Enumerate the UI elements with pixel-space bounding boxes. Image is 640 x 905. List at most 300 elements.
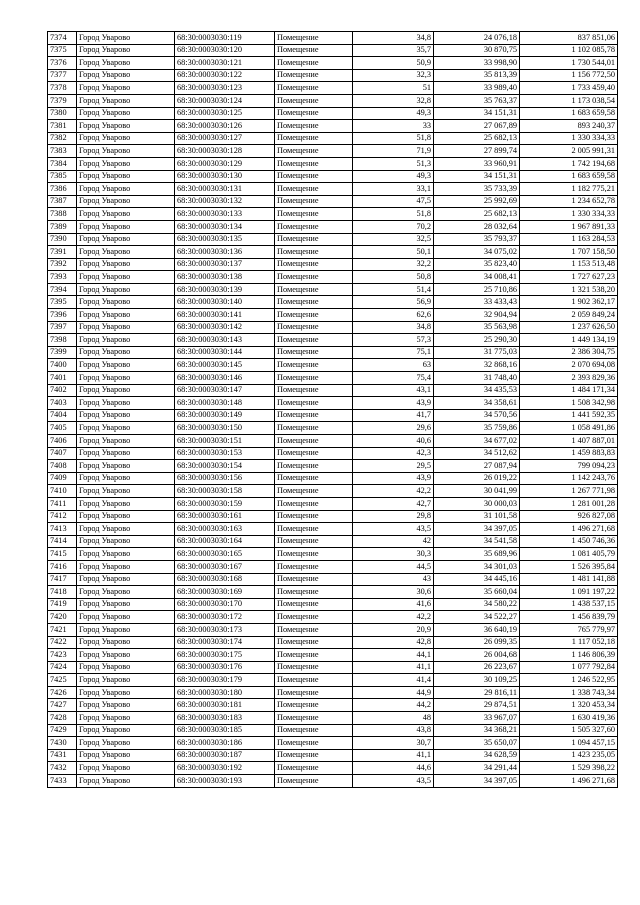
locality-cell: Город Уварово (77, 82, 175, 95)
table-row (48, 535, 618, 548)
area-cell: 50,9 (353, 57, 434, 70)
cadastral-number-cell: 68:30:0003030:150 (175, 422, 275, 435)
unit-value-cell: 31 748,40 (434, 372, 520, 385)
cadastral-number-cell: 68:30:0003030:141 (175, 309, 275, 322)
cadastral-number-cell: 68:30:0003030:154 (175, 460, 275, 473)
area-cell: 32,2 (353, 258, 434, 271)
table-row (48, 208, 618, 221)
table-row (48, 586, 618, 599)
cadastral-number-cell: 68:30:0003030:158 (175, 485, 275, 498)
cadastral-value-cell: 1 456 839,79 (520, 611, 618, 624)
cadastral-value-cell: 1 508 342,98 (520, 397, 618, 410)
row-number-cell: 7385 (48, 170, 77, 183)
unit-value-cell: 35 733,39 (434, 183, 520, 196)
object-type-cell: Помещение (275, 435, 353, 448)
unit-value-cell: 27 067,89 (434, 120, 520, 133)
locality-cell: Город Уварово (77, 359, 175, 372)
row-number-cell: 7422 (48, 636, 77, 649)
cadastral-value-cell: 1 441 592,35 (520, 409, 618, 422)
unit-value-cell: 34 435,53 (434, 384, 520, 397)
table-row (48, 661, 618, 674)
locality-cell: Город Уварово (77, 510, 175, 523)
cadastral-value-cell: 1 330 334,33 (520, 208, 618, 221)
object-type-cell: Помещение (275, 548, 353, 561)
cadastral-value-cell: 1 182 775,21 (520, 183, 618, 196)
locality-cell: Город Уварово (77, 57, 175, 70)
locality-cell: Город Уварово (77, 623, 175, 636)
area-cell: 42,3 (353, 447, 434, 460)
table-row (48, 372, 618, 385)
cadastral-value-cell: 1 683 659,58 (520, 170, 618, 183)
area-cell: 34,8 (353, 321, 434, 334)
cadastral-number-cell: 68:30:0003030:156 (175, 472, 275, 485)
table-row (48, 384, 618, 397)
object-type-cell: Помещение (275, 737, 353, 750)
area-cell: 41,7 (353, 409, 434, 422)
unit-value-cell: 30 000,03 (434, 497, 520, 510)
cadastral-value-cell: 1 407 887,01 (520, 435, 618, 448)
unit-value-cell: 33 433,43 (434, 296, 520, 309)
row-number-cell: 7387 (48, 195, 77, 208)
locality-cell: Город Уварово (77, 157, 175, 170)
row-number-cell: 7394 (48, 283, 77, 296)
cadastral-value-cell: 2 393 829,36 (520, 372, 618, 385)
unit-value-cell: 34 580,22 (434, 598, 520, 611)
row-number-cell: 7432 (48, 762, 77, 775)
unit-value-cell: 34 628,59 (434, 749, 520, 762)
locality-cell: Город Уварово (77, 384, 175, 397)
locality-cell: Город Уварово (77, 32, 175, 45)
locality-cell: Город Уварово (77, 271, 175, 284)
unit-value-cell: 34 008,41 (434, 271, 520, 284)
unit-value-cell: 34 291,44 (434, 762, 520, 775)
table-row (48, 271, 618, 284)
unit-value-cell: 34 075,02 (434, 246, 520, 259)
cadastral-number-cell: 68:30:0003030:151 (175, 435, 275, 448)
cadastral-number-cell: 68:30:0003030:179 (175, 674, 275, 687)
table-row (48, 183, 618, 196)
cadastral-value-cell: 1 102 085,78 (520, 44, 618, 57)
row-number-cell: 7421 (48, 623, 77, 636)
object-type-cell: Помещение (275, 145, 353, 158)
unit-value-cell: 28 032,64 (434, 220, 520, 233)
unit-value-cell: 34 368,21 (434, 724, 520, 737)
object-type-cell: Помещение (275, 283, 353, 296)
locality-cell: Город Уварово (77, 560, 175, 573)
cadastral-number-cell: 68:30:0003030:186 (175, 737, 275, 750)
row-number-cell: 7384 (48, 157, 77, 170)
cadastral-value-cell: 1 529 398,22 (520, 762, 618, 775)
table-row (48, 82, 618, 95)
cadastral-number-cell: 68:30:0003030:185 (175, 724, 275, 737)
locality-cell: Город Уварово (77, 712, 175, 725)
area-cell: 56,9 (353, 296, 434, 309)
cadastral-value-cell: 1 742 194,68 (520, 157, 618, 170)
row-number-cell: 7378 (48, 82, 77, 95)
cadastral-number-cell: 68:30:0003030:175 (175, 649, 275, 662)
cadastral-value-cell: 1 058 491,86 (520, 422, 618, 435)
table-row (48, 107, 618, 120)
unit-value-cell: 35 823,40 (434, 258, 520, 271)
table-row (48, 246, 618, 259)
table-row (48, 548, 618, 561)
unit-value-cell: 33 998,90 (434, 57, 520, 70)
area-cell: 42,2 (353, 611, 434, 624)
object-type-cell: Помещение (275, 699, 353, 712)
cadastral-number-cell: 68:30:0003030:193 (175, 775, 275, 788)
locality-cell: Город Уварово (77, 346, 175, 359)
row-number-cell: 7427 (48, 699, 77, 712)
area-cell: 51,8 (353, 208, 434, 221)
area-cell: 70,2 (353, 220, 434, 233)
unit-value-cell: 34 397,05 (434, 523, 520, 536)
cadastral-value-cell: 1 496 271,68 (520, 775, 618, 788)
table-row (48, 145, 618, 158)
unit-value-cell: 35 813,39 (434, 69, 520, 82)
table-row (48, 296, 618, 309)
table-row (48, 775, 618, 788)
locality-cell: Город Уварово (77, 472, 175, 485)
cadastral-number-cell: 68:30:0003030:167 (175, 560, 275, 573)
row-number-cell: 7379 (48, 94, 77, 107)
table-row (48, 724, 618, 737)
locality-cell: Город Уварово (77, 246, 175, 259)
row-number-cell: 7418 (48, 586, 77, 599)
locality-cell: Город Уварово (77, 409, 175, 422)
object-type-cell: Помещение (275, 560, 353, 573)
locality-cell: Город Уварово (77, 699, 175, 712)
object-type-cell: Помещение (275, 611, 353, 624)
cadastral-number-cell: 68:30:0003030:174 (175, 636, 275, 649)
locality-cell: Город Уварово (77, 737, 175, 750)
locality-cell: Город Уварово (77, 598, 175, 611)
row-number-cell: 7376 (48, 57, 77, 70)
object-type-cell: Помещение (275, 661, 353, 674)
cadastral-value-cell: 1 146 806,39 (520, 649, 618, 662)
unit-value-cell: 34 301,03 (434, 560, 520, 573)
unit-value-cell: 34 445,16 (434, 573, 520, 586)
cadastral-number-cell: 68:30:0003030:161 (175, 510, 275, 523)
table-row (48, 195, 618, 208)
cadastral-number-cell: 68:30:0003030:130 (175, 170, 275, 183)
object-type-cell: Помещение (275, 183, 353, 196)
row-number-cell: 7377 (48, 69, 77, 82)
cadastral-number-cell: 68:30:0003030:143 (175, 334, 275, 347)
object-type-cell: Помещение (275, 623, 353, 636)
unit-value-cell: 35 763,37 (434, 94, 520, 107)
cadastral-number-cell: 68:30:0003030:137 (175, 258, 275, 271)
cadastral-value-cell: 1 234 652,78 (520, 195, 618, 208)
locality-cell: Город Уварово (77, 775, 175, 788)
object-type-cell: Помещение (275, 775, 353, 788)
cadastral-value-cell: 2 386 304,75 (520, 346, 618, 359)
row-number-cell: 7428 (48, 712, 77, 725)
area-cell: 40,6 (353, 435, 434, 448)
area-cell: 33 (353, 120, 434, 133)
object-type-cell: Помещение (275, 44, 353, 57)
row-number-cell: 7406 (48, 435, 77, 448)
locality-cell: Город Уварово (77, 447, 175, 460)
cadastral-number-cell: 68:30:0003030:128 (175, 145, 275, 158)
area-cell: 62,6 (353, 309, 434, 322)
cadastral-value-cell: 1 630 419,36 (520, 712, 618, 725)
locality-cell: Город Уварово (77, 309, 175, 322)
row-number-cell: 7413 (48, 523, 77, 536)
table-row (48, 649, 618, 662)
cadastral-number-cell: 68:30:0003030:144 (175, 346, 275, 359)
table-row (48, 283, 618, 296)
area-cell: 50,8 (353, 271, 434, 284)
area-cell: 57,3 (353, 334, 434, 347)
area-cell: 44,1 (353, 649, 434, 662)
area-cell: 71,9 (353, 145, 434, 158)
object-type-cell: Помещение (275, 334, 353, 347)
area-cell: 47,5 (353, 195, 434, 208)
table-row (48, 699, 618, 712)
document-page (47, 31, 618, 788)
object-type-cell: Помещение (275, 220, 353, 233)
area-cell: 44,2 (353, 699, 434, 712)
row-number-cell: 7397 (48, 321, 77, 334)
unit-value-cell: 27 087,94 (434, 460, 520, 473)
unit-value-cell: 30 870,75 (434, 44, 520, 57)
object-type-cell: Помещение (275, 246, 353, 259)
locality-cell: Город Уварово (77, 183, 175, 196)
unit-value-cell: 35 650,07 (434, 737, 520, 750)
locality-cell: Город Уварово (77, 548, 175, 561)
cadastral-value-cell: 1 423 235,05 (520, 749, 618, 762)
area-cell: 29,8 (353, 510, 434, 523)
cadastral-value-cell: 1 173 038,54 (520, 94, 618, 107)
cadastral-number-cell: 68:30:0003030:176 (175, 661, 275, 674)
area-cell: 32,5 (353, 233, 434, 246)
unit-value-cell: 26 099,35 (434, 636, 520, 649)
table-row (48, 573, 618, 586)
object-type-cell: Помещение (275, 107, 353, 120)
unit-value-cell: 24 076,18 (434, 32, 520, 45)
unit-value-cell: 25 710,86 (434, 283, 520, 296)
object-type-cell: Помещение (275, 598, 353, 611)
object-type-cell: Помещение (275, 195, 353, 208)
locality-cell: Город Уварово (77, 334, 175, 347)
area-cell: 41,4 (353, 674, 434, 687)
locality-cell: Город Уварово (77, 283, 175, 296)
locality-cell: Город Уварово (77, 397, 175, 410)
object-type-cell: Помещение (275, 397, 353, 410)
cadastral-value-cell: 1 505 327,60 (520, 724, 618, 737)
unit-value-cell: 35 689,96 (434, 548, 520, 561)
cadastral-value-cell: 1 153 513,48 (520, 258, 618, 271)
unit-value-cell: 35 660,04 (434, 586, 520, 599)
area-cell: 30,6 (353, 586, 434, 599)
unit-value-cell: 26 019,22 (434, 472, 520, 485)
cadastral-value-cell: 1 094 457,15 (520, 737, 618, 750)
locality-cell: Город Уварово (77, 611, 175, 624)
row-number-cell: 7404 (48, 409, 77, 422)
object-type-cell: Помещение (275, 359, 353, 372)
table-row (48, 69, 618, 82)
cadastral-number-cell: 68:30:0003030:126 (175, 120, 275, 133)
table-row (48, 598, 618, 611)
object-type-cell: Помещение (275, 271, 353, 284)
area-cell: 43,1 (353, 384, 434, 397)
cadastral-value-cell: 765 779,97 (520, 623, 618, 636)
cadastral-value-cell: 1 321 538,20 (520, 283, 618, 296)
object-type-cell: Помещение (275, 686, 353, 699)
area-cell: 51 (353, 82, 434, 95)
cadastral-value-cell: 1 267 771,98 (520, 485, 618, 498)
row-number-cell: 7398 (48, 334, 77, 347)
cadastral-value-cell: 2 059 849,24 (520, 309, 618, 322)
row-number-cell: 7423 (48, 649, 77, 662)
area-cell: 42,7 (353, 497, 434, 510)
locality-cell: Город Уварово (77, 636, 175, 649)
cadastral-number-cell: 68:30:0003030:138 (175, 271, 275, 284)
unit-value-cell: 34 151,31 (434, 170, 520, 183)
cadastral-number-cell: 68:30:0003030:148 (175, 397, 275, 410)
table-row (48, 762, 618, 775)
cadastral-value-cell: 1 338 743,34 (520, 686, 618, 699)
unit-value-cell: 25 682,13 (434, 132, 520, 145)
cadastral-number-cell: 68:30:0003030:145 (175, 359, 275, 372)
object-type-cell: Помещение (275, 649, 353, 662)
table-row (48, 460, 618, 473)
unit-value-cell: 34 512,62 (434, 447, 520, 460)
locality-cell: Город Уварово (77, 762, 175, 775)
object-type-cell: Помещение (275, 573, 353, 586)
row-number-cell: 7391 (48, 246, 77, 259)
cadastral-value-cell: 1 484 171,34 (520, 384, 618, 397)
unit-value-cell: 34 570,56 (434, 409, 520, 422)
locality-cell: Город Уварово (77, 649, 175, 662)
row-number-cell: 7429 (48, 724, 77, 737)
unit-value-cell: 29 874,51 (434, 699, 520, 712)
row-number-cell: 7402 (48, 384, 77, 397)
locality-cell: Город Уварово (77, 120, 175, 133)
cadastral-value-cell: 1 683 659,58 (520, 107, 618, 120)
table-row (48, 309, 618, 322)
table-row (48, 712, 618, 725)
cadastral-number-cell: 68:30:0003030:187 (175, 749, 275, 762)
row-number-cell: 7426 (48, 686, 77, 699)
row-number-cell: 7388 (48, 208, 77, 221)
object-type-cell: Помещение (275, 586, 353, 599)
area-cell: 35,7 (353, 44, 434, 57)
locality-cell: Город Уварово (77, 258, 175, 271)
cadastral-value-cell: 837 851,06 (520, 32, 618, 45)
table-row (48, 233, 618, 246)
locality-cell: Город Уварово (77, 485, 175, 498)
table-row (48, 737, 618, 750)
object-type-cell: Помещение (275, 208, 353, 221)
cadastral-number-cell: 68:30:0003030:165 (175, 548, 275, 561)
area-cell: 30,7 (353, 737, 434, 750)
cadastral-number-cell: 68:30:0003030:123 (175, 82, 275, 95)
cadastral-value-cell: 1 707 158,50 (520, 246, 618, 259)
cadastral-number-cell: 68:30:0003030:127 (175, 132, 275, 145)
table-row (48, 334, 618, 347)
locality-cell: Город Уварово (77, 422, 175, 435)
cadastral-value-cell: 1 449 134,19 (520, 334, 618, 347)
cadastral-number-cell: 68:30:0003030:131 (175, 183, 275, 196)
locality-cell: Город Уварово (77, 44, 175, 57)
table-row (48, 170, 618, 183)
object-type-cell: Помещение (275, 472, 353, 485)
locality-cell: Город Уварово (77, 94, 175, 107)
table-row (48, 120, 618, 133)
table-row (48, 44, 618, 57)
row-number-cell: 7383 (48, 145, 77, 158)
cadastral-number-cell: 68:30:0003030:163 (175, 523, 275, 536)
object-type-cell: Помещение (275, 712, 353, 725)
locality-cell: Город Уварово (77, 145, 175, 158)
area-cell: 51,4 (353, 283, 434, 296)
table-row (48, 749, 618, 762)
table-row (48, 447, 618, 460)
area-cell: 34,8 (353, 32, 434, 45)
area-cell: 32,3 (353, 69, 434, 82)
unit-value-cell: 33 989,40 (434, 82, 520, 95)
unit-value-cell: 35 793,37 (434, 233, 520, 246)
table-row (48, 132, 618, 145)
object-type-cell: Помещение (275, 447, 353, 460)
cadastral-number-cell: 68:30:0003030:180 (175, 686, 275, 699)
object-type-cell: Помещение (275, 523, 353, 536)
object-type-cell: Помещение (275, 422, 353, 435)
object-type-cell: Помещение (275, 762, 353, 775)
locality-cell: Город Уварово (77, 497, 175, 510)
area-cell: 42,2 (353, 485, 434, 498)
table-row (48, 57, 618, 70)
row-number-cell: 7410 (48, 485, 77, 498)
area-cell: 43,5 (353, 775, 434, 788)
cadastral-value-cell: 1 117 052,18 (520, 636, 618, 649)
row-number-cell: 7417 (48, 573, 77, 586)
locality-cell: Город Уварово (77, 132, 175, 145)
table-row (48, 623, 618, 636)
cadastral-number-cell: 68:30:0003030:134 (175, 220, 275, 233)
cadastral-value-cell: 1 730 544,01 (520, 57, 618, 70)
locality-cell: Город Уварово (77, 296, 175, 309)
cadastral-value-cell: 1 163 284,53 (520, 233, 618, 246)
table-row (48, 435, 618, 448)
row-number-cell: 7400 (48, 359, 77, 372)
row-number-cell: 7411 (48, 497, 77, 510)
table-row (48, 611, 618, 624)
locality-cell: Город Уварово (77, 435, 175, 448)
cadastral-value-cell: 1 459 883,83 (520, 447, 618, 460)
cadastral-number-cell: 68:30:0003030:169 (175, 586, 275, 599)
locality-cell: Город Уварово (77, 686, 175, 699)
unit-value-cell: 35 563,98 (434, 321, 520, 334)
unit-value-cell: 35 759,86 (434, 422, 520, 435)
cadastral-value-cell: 1 237 626,50 (520, 321, 618, 334)
locality-cell: Город Уварово (77, 372, 175, 385)
cadastral-number-cell: 68:30:0003030:183 (175, 712, 275, 725)
unit-value-cell: 34 397,05 (434, 775, 520, 788)
unit-value-cell: 34 358,61 (434, 397, 520, 410)
area-cell: 32,8 (353, 94, 434, 107)
unit-value-cell: 34 151,31 (434, 107, 520, 120)
unit-value-cell: 32 904,94 (434, 309, 520, 322)
area-cell: 75,1 (353, 346, 434, 359)
area-cell: 41,1 (353, 661, 434, 674)
cadastral-number-cell: 68:30:0003030:120 (175, 44, 275, 57)
row-number-cell: 7430 (48, 737, 77, 750)
table-row (48, 523, 618, 536)
unit-value-cell: 36 640,19 (434, 623, 520, 636)
table-row (48, 321, 618, 334)
